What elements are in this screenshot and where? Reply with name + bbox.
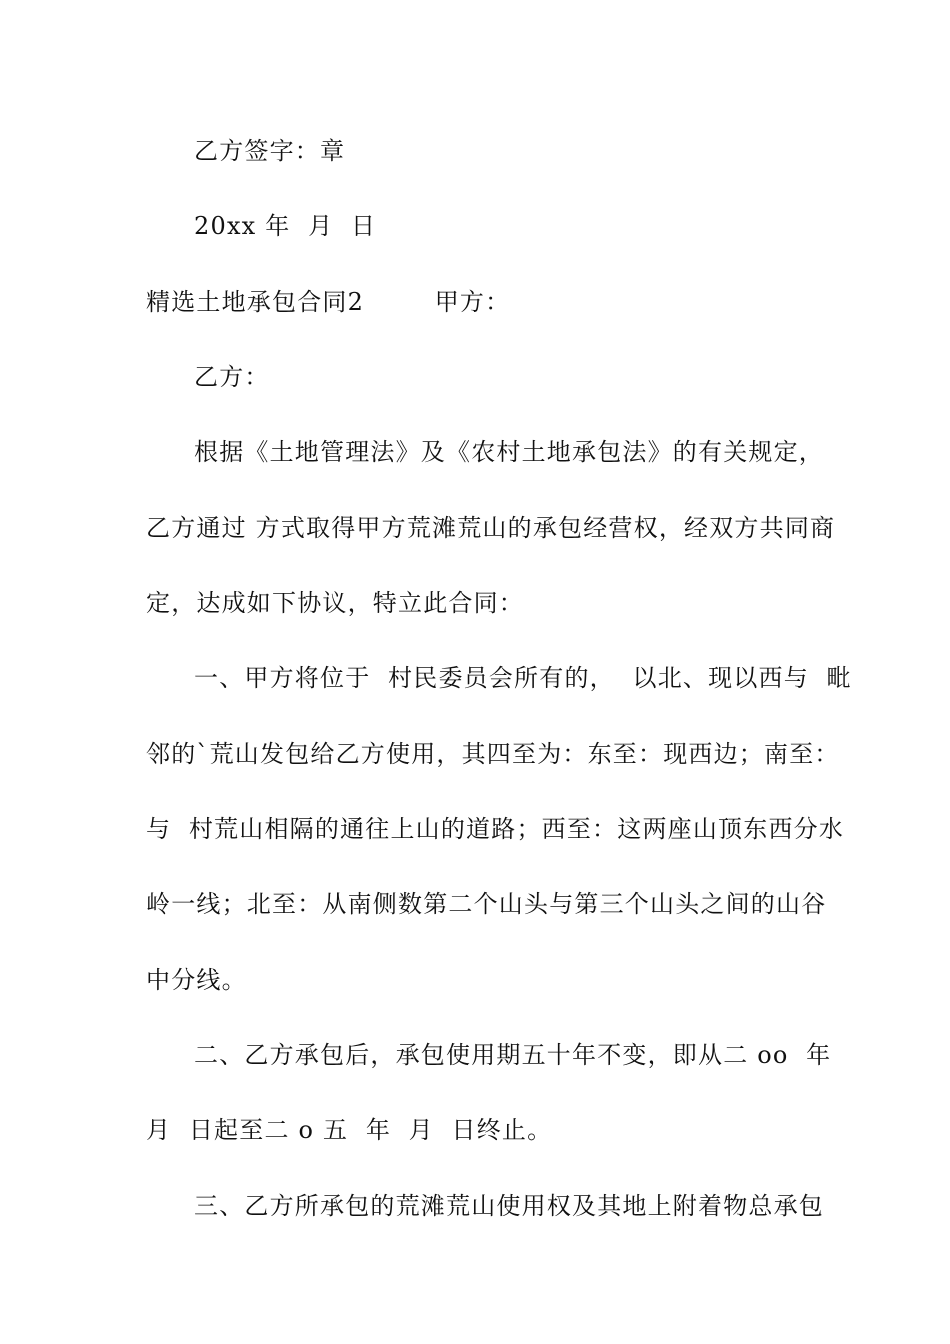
paragraph-line: 三、乙方所承包的荒滩荒山使用权及其地上附着物总承包 bbox=[194, 1192, 824, 1220]
paragraph-line: 岭一线；北至：从南侧数第二个山头与第三个山头之间的山谷 bbox=[146, 890, 827, 918]
date-line: 20xx 年 月 日 bbox=[194, 212, 377, 240]
paragraph-line: 邻的`荒山发包给乙方使用，其四至为：东至：现西边；南至： bbox=[146, 740, 840, 768]
contract-title-party-a: 精选土地承包合同2 甲方： bbox=[146, 288, 511, 316]
party-b-line: 乙方： bbox=[194, 363, 270, 391]
paragraph-line: 一、甲方将位于 村民委员会所有的， 以北、现以西与 毗 bbox=[194, 664, 852, 692]
signature-line: 乙方签字：章 bbox=[194, 137, 346, 165]
paragraph-line: 与 村荒山相隔的通往上山的道路；西至：这两座山顶东西分水 bbox=[146, 815, 845, 843]
paragraph-line: 二、乙方承包后，承包使用期五十年不变，即从二 oo 年 bbox=[194, 1041, 832, 1069]
paragraph-line: 定，达成如下协议，特立此合同： bbox=[146, 589, 524, 617]
paragraph-line: 根据《土地管理法》及《农村土地承包法》的有关规定， bbox=[194, 438, 824, 466]
paragraph-line: 乙方通过 方式取得甲方荒滩荒山的承包经营权，经双方共同商 bbox=[146, 514, 836, 542]
paragraph-line: 中分线。 bbox=[146, 966, 247, 994]
paragraph-line: 月 日起至二 o 五 年 月 日终止。 bbox=[146, 1116, 553, 1144]
